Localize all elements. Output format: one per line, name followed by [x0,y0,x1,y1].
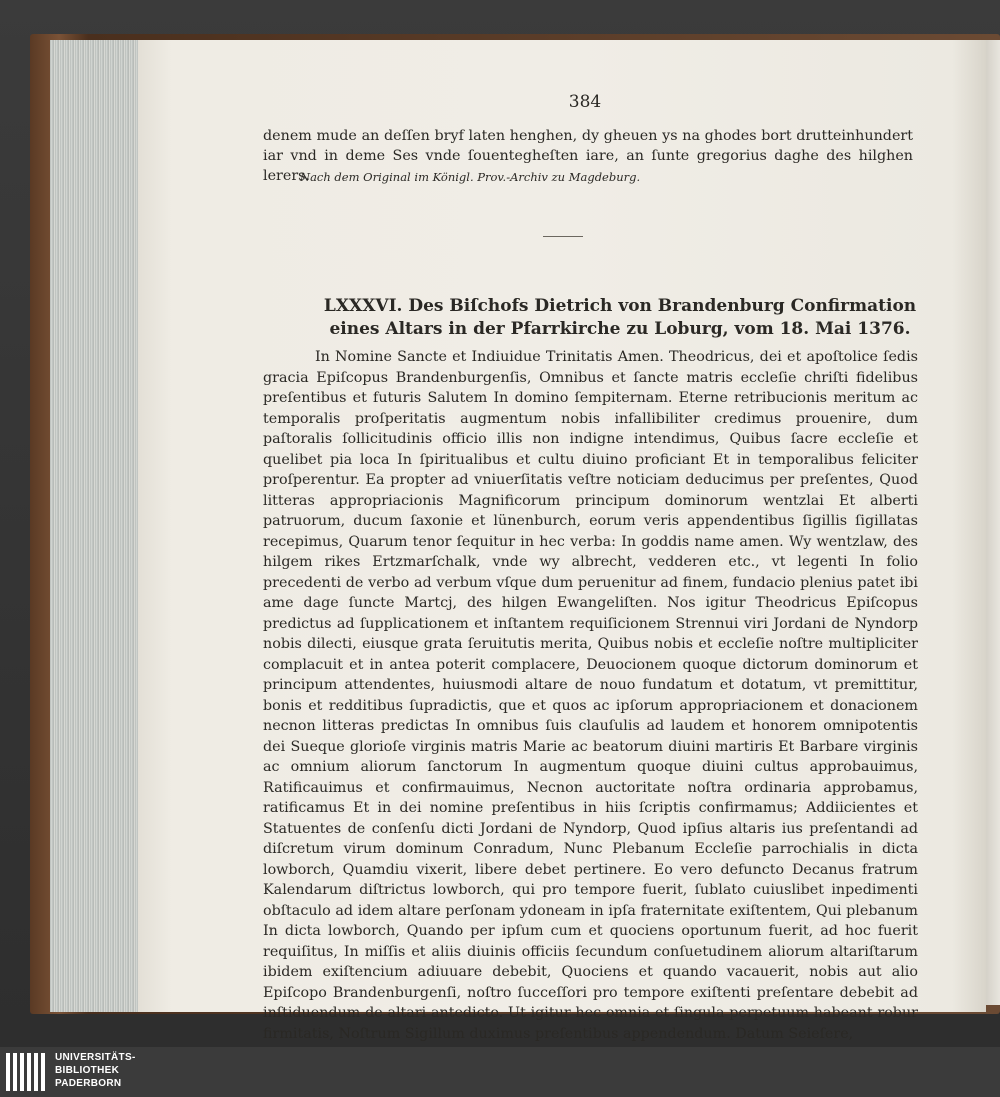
library-name [55,1051,136,1090]
library-name-line-2: BIBLIOTHEK [55,1065,120,1076]
section-divider [543,236,583,237]
library-name-line-3: PADERBORN [55,1078,122,1089]
document-heading: LXXXVI. Des Biſchofs Dietrich von Brandenburg Confirmation eines Altars in der Pfarrkirche zu Loburg, vom 18. Mai 1376. [323,296,917,339]
document-body [263,347,918,1044]
library-name-line-1: UNIVERSITÄTS- [55,1052,136,1063]
body-paragraph: In Nomine Sancte et Indiuidue Trinitatis Amen. Theodricus, dei et apoſtolice ſedis gracia Epiſcopus Brandenburgenſis, Omnibus et ſancte matris eccleſie chriſti fidelibus preſentibus et futuris Salutem In domino ſempiternam. Eterne retribucionis meritum ac temporalis proſperitatis augmentum nobis infallibiliter credimus prouenire, dum paſtoralis ſollicitudinis officio illis non indigne intendimus, Quibus ſacre eccleſie et quelibet pia loca In ſpiritualibus et cultu diuino proficiant Et in temporalibus feliciter proſperentur. Ea propter ad vniuerſitatis veſtre noticiam deducimus per preſentes, Quod litteras appropriacionis Magnificorum principum dominorum wentzlai Et alberti patruorum, ducum ſaxonie et lünenburch, eorum veris appendentibus ſigillis ſigillatas recepimus, Quarum tenor ſequitur in hec verba: In goddis name amen. Wy wentzlaw, des hilgem rikes Ertzmarſchalk, vnde wy albrecht, vedderen etc., vt legenti In folio precedenti de verbo ad verbum vſque dum peruenitur ad finem, fundacio plenius patet ibi ame dage ſuncte Martcj, des hilgen Ewangeliſten. Nos igitur Theodricus Epiſcopus predictus ad ſupplicationem et inſtantem requiſicionem Strennui viri Jordani de Nyndorp nobis dilecti, eiusque grata ſeruitutis merita, Quibus nobis et eccleſie noſtre multipliciter complacuit et in antea poterit complacere, Deuocionem quoque dictorum dominorum et principum attendentes, huiusmodi altare de nouo fundatum et dotatum, vt premittitur, bonis et redditibus ſupradictis, que et quos ac ipſorum appropriacionem et donacionem necnon litteras predictas In omnibus ſuis clauſulis ad laudem et honorem omnipotentis dei Sueque glorioſe virginis matris Marie ac beatorum diuini martiris Et Barbare virginis ac omnium aliorum ſanctorum In augmentum quoque diuini cultus approbauimus, Ratificauimus et confirmauimus, Necnon auctoritate noſtra ordinaria approbamus, ratificamus Et in dei nomine preſentibus in hiis ſcriptis confirmamus; Addiicientes et Statuentes de conſenſu dicti Jordani de Nyndorp, Quod ipſius altaris ius preſentandi ad diſcretum virum dominum Conradum, Nunc Plebanum Eccleſie parrochialis in dicta lowborch, Quamdiu vixerit, libere debet pertinere. Eo vero defuncto Decanus fratrum Kalendarum diſtrictus lowborch, qui pro tempore fuerit, ſublato cuiuslibet inpedimenti obſtaculo ad idem altare perſonam ydoneam in ipſa fraternitate exiſtentem, Qui plebanum In dicta lowborch, Quando per ipſum cum et quociens oportunum fuerit, ad hoc fuerit requiſitus, In miſſis et aliis diuinis officiis ſecundum conſuetudinem aliorum altariſtarum ibidem exiſtencium adiuuare debebit, Quociens et quando vacauerit, nobis aut alio Epiſcopo Brandenburgenſi, noſtro ſucceſſori pro tempore exiſtenti preſentare debebit ad inſtiduendum de altari antedicto. Ut igitur hec omnia et ſingula perpetuum habeant robur firmitatis, Noſtrum Sigillum duximus preſentibus appendendum. Datum Seieſere, [263,349,918,1042]
page-stack-edge [50,40,140,1012]
library-footer-bar [0,1047,1000,1097]
library-logo-icon [6,1051,50,1093]
source-note: Nach dem Original im Königl. Prov.-Archiv zu Magdeburg. [300,170,641,184]
previous-document-end: denem mude an deſſen bryf laten henghen, dy gheuen ys na ghodes bort drutteinhundert iar vnd in deme Ses vnde ſouentegheſten iare, an ſunte gregorius daghe des hilghen lerers. [263,128,913,184]
page-number: 384 [568,92,602,112]
